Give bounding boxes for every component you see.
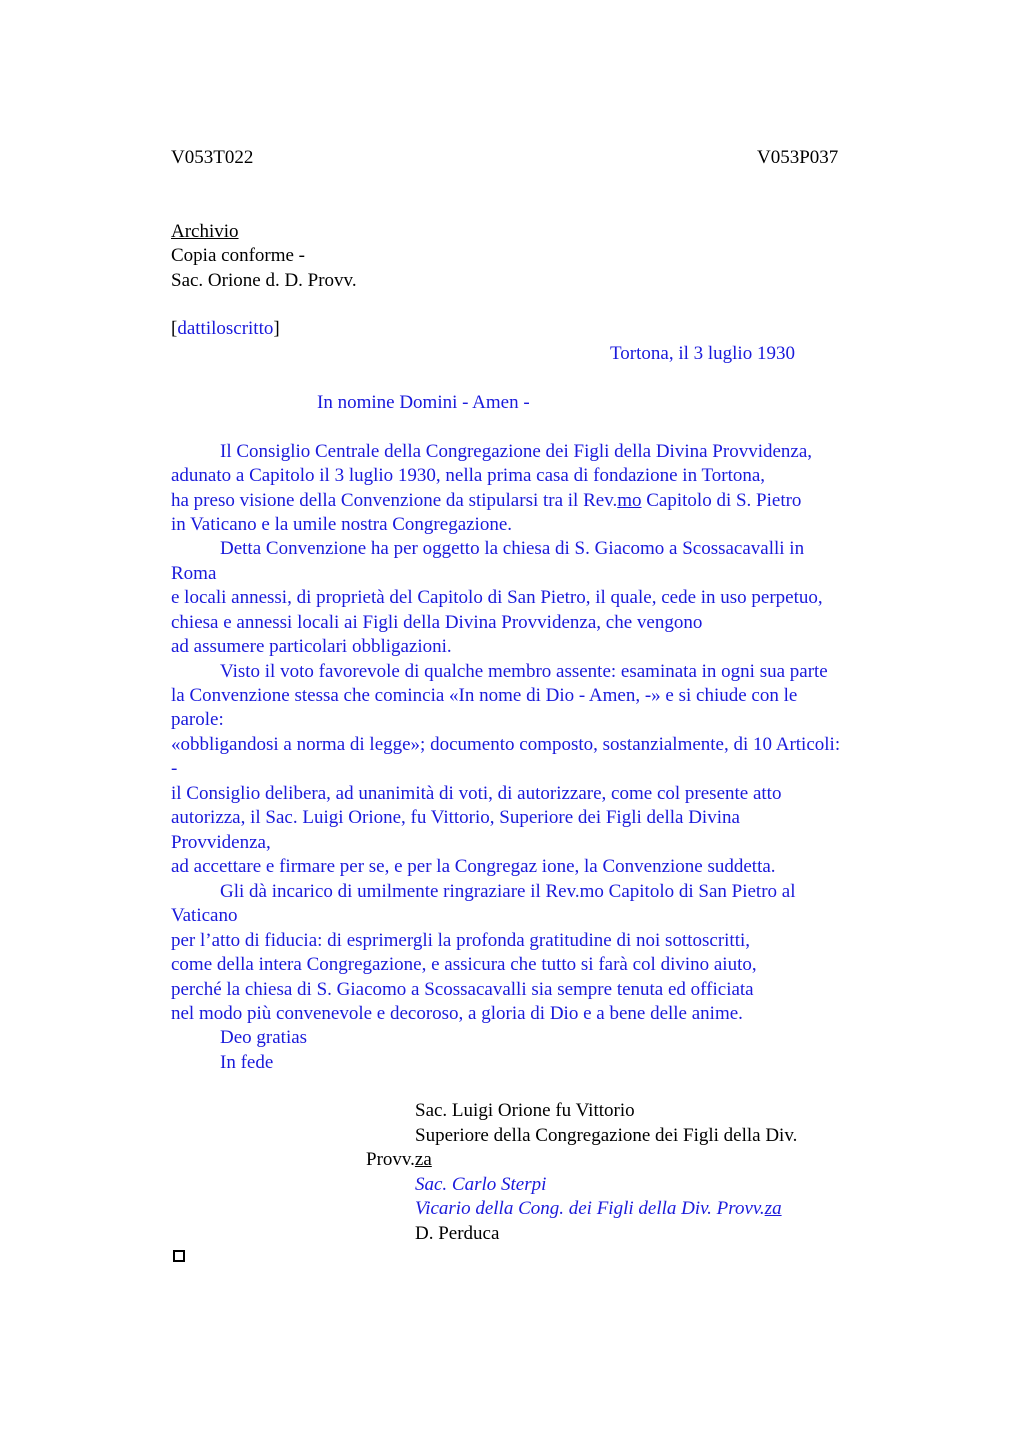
body-line: chiesa e annessi locali ai Figli della Divina Provvidenza, che vengono — [171, 612, 703, 633]
invocation: In nomine Domini - Amen - — [317, 392, 530, 413]
signature-perduca: D. Perduca — [415, 1223, 500, 1244]
body-line: autorizza, il Sac. Luigi Orione, fu Vittorio, Superiore dei Figli della Divina — [171, 807, 740, 828]
date-line: Tortona, il 3 luglio 1930 — [610, 343, 795, 364]
note-text: dattiloscritto — [177, 318, 274, 339]
body-line: Detta Convenzione ha per oggetto la chiesa di S. Giacomo a Scossacavalli in — [220, 538, 805, 559]
body-line: come della intera Congregazione, e assicura che tutto si farà col divino aiuto, — [171, 954, 757, 975]
signature-orione-name: Sac. Luigi Orione fu Vittorio — [415, 1100, 635, 1121]
body-text: Capitolo di S. Pietro — [641, 490, 802, 511]
body-line: il Consiglio delibera, ad unanimità di voti, di autorizzare, come col presente atto — [171, 783, 782, 804]
signature-sterpi-title — [415, 1197, 782, 1221]
closing-deo-gratias: Deo gratias — [220, 1027, 308, 1048]
signature-text: Provv. — [366, 1149, 415, 1170]
signature-sterpi-name: Sac. Carlo Sterpi — [415, 1174, 547, 1195]
archive-title: Archivio — [171, 221, 239, 242]
signature-superscript: za — [764, 1198, 782, 1219]
body-line: adunato a Capitolo il 3 luglio 1930, nella prima casa di fondazione in Tortona, — [171, 465, 766, 486]
body-text: ha preso visione della Convenzione da stipularsi tra il Rev. — [171, 490, 618, 511]
signature-superscript: za — [414, 1149, 432, 1170]
note-bracket-close: ] — [273, 318, 280, 339]
body-superscript: mo — [617, 490, 642, 511]
body-line: - — [171, 758, 178, 779]
body-line: nel modo più convenevole e decoroso, a gloria di Dio e a bene delle anime. — [171, 1003, 743, 1024]
signature-orione-title: Superiore della Congregazione dei Figli della Div. — [415, 1125, 798, 1146]
archive-line-source: Sac. Orione d. D. Provv. — [171, 270, 357, 291]
body-line: Roma — [171, 563, 217, 584]
body-line: Visto il voto favorevole di qualche membro assente: esaminata in ogni sua parte — [220, 661, 828, 682]
note-bracket-open: [ — [171, 318, 178, 339]
doc-code-left: V053T022 — [171, 147, 254, 168]
body-line: Provvidenza, — [171, 832, 271, 853]
body-line: parole: — [171, 709, 224, 730]
body-line: Il Consiglio Centrale della Congregazione dei Figli della Divina Provvidenza, — [220, 441, 813, 462]
signature-text: Vicario della Cong. dei Figli della Div. Provv. — [415, 1198, 765, 1219]
body-line: ad assumere particolari obbligazioni. — [171, 636, 452, 657]
signature-orione-title-cont — [366, 1148, 432, 1172]
body-line — [171, 489, 801, 513]
body-line: Vaticano — [171, 905, 238, 926]
body-line: e locali annessi, di proprietà del Capitolo di San Pietro, il quale, cede in uso perpetuo, — [171, 587, 823, 608]
body-line: «obbligandosi a norma di legge»; documento composto, sostanzialmente, di 10 Articoli: — [171, 734, 841, 755]
body-line: ad accettare e firmare per se, e per la Congregaz ione, la Convenzione suddetta. — [171, 856, 776, 877]
body-line: perché la chiesa di S. Giacomo a Scossacavalli sia sempre tenuta ed officiata — [171, 979, 754, 1000]
doc-code-right: V053P037 — [757, 147, 839, 168]
body-line: in Vaticano e la umile nostra Congregazione. — [171, 514, 513, 535]
body-line: per l’atto di fiducia: di esprimergli la profonda gratitudine di noi sottoscritti, — [171, 930, 751, 951]
archive-line-copy: Copia conforme - — [171, 245, 306, 266]
body-line: la Convenzione stessa che comincia «In nome di Dio - Amen, -» e si chiude con le — [171, 685, 798, 706]
typescript-note — [171, 317, 280, 341]
body-line: Gli dà incarico di umilmente ringraziare il Rev.mo Capitolo di San Pietro al — [220, 881, 796, 902]
end-marker-box — [173, 1250, 185, 1262]
closing-in-fede: In fede — [220, 1052, 274, 1073]
